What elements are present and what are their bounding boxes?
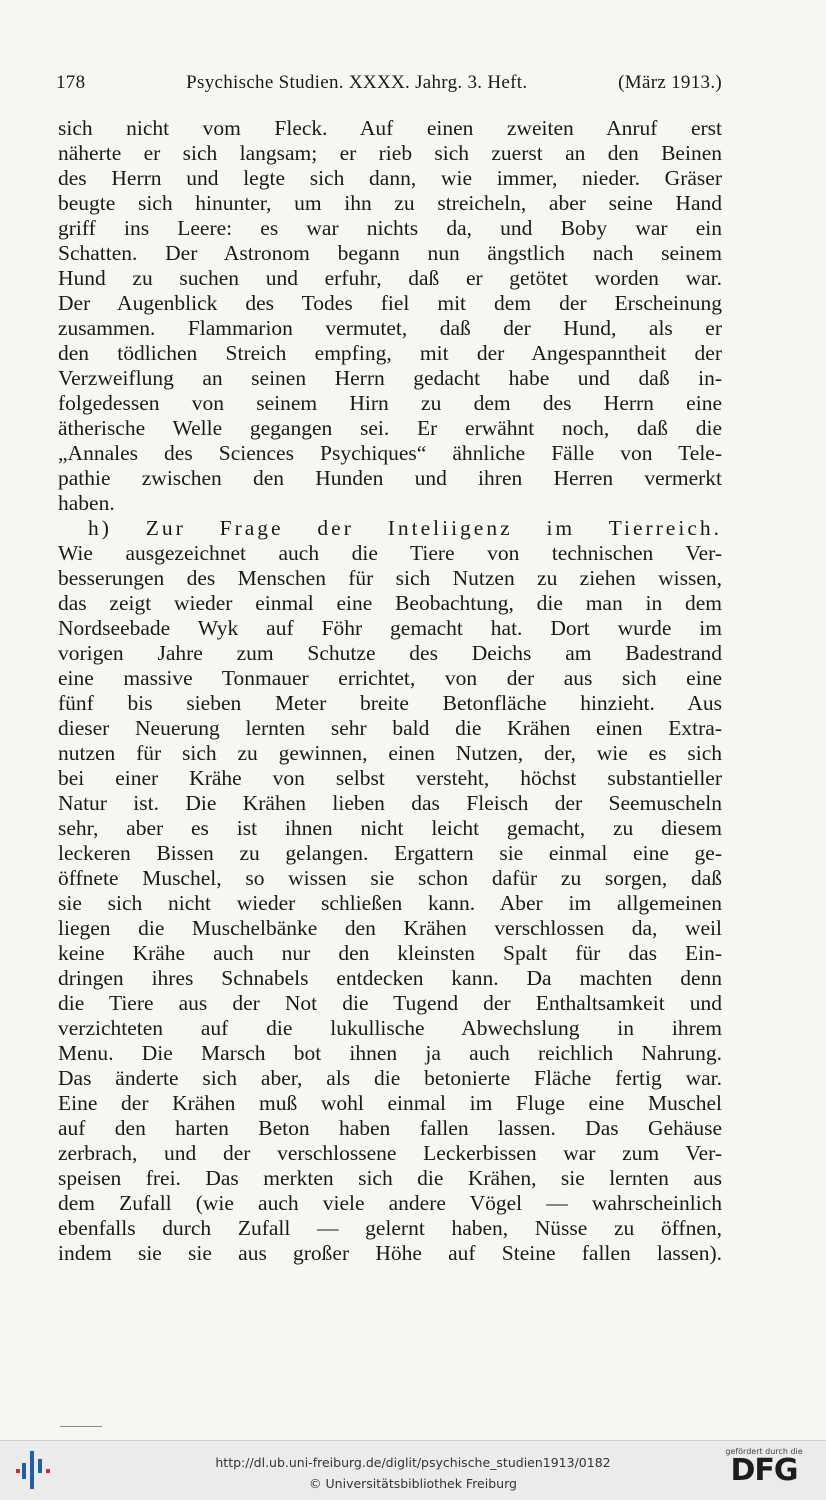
text-line: verzichteten auf die lukullische Abwechslung in ihrem [58,1016,722,1040]
text-line: liegen die Muschelbänke den Krähen verschlossen da, weil [58,916,722,940]
text-line: folgedessen von seinem Hirn zu dem des Herrn eine [58,391,722,415]
text-line: Wie ausgezeichnet auch die Tiere von technischen Ver- [58,541,722,565]
issue-date: (März 1913.) [618,72,722,93]
text-line: das zeigt wieder einmal eine Beobachtung, die man in dem [58,591,722,615]
text-line: sie sich nicht wieder schließen kann. Aber im allgemeinen [58,891,722,915]
text-line: bei einer Krähe von selbst versteht, höchst substantieller [58,766,722,790]
page-number: 178 [56,72,86,93]
text-line: Natur ist. Die Krähen lieben das Fleisch der Seemuscheln [58,791,722,815]
text-line: des Herrn und legte sich dann, wie immer, nieder. Gräser [58,166,722,190]
body-text [58,116,722,1266]
text-line: den tödlichen Streich empfing, mit der Angespanntheit der [58,341,722,365]
section-heading: h) Zur Frage der Inteliigenz im Tierreich. [88,516,722,540]
text-line: haben. [58,491,115,515]
running-title: Psychische Studien. XXXX. Jahrg. 3. Heft. [186,72,528,93]
text-line: auf den harten Beton haben fallen lassen. Das Gehäuse [58,1116,722,1140]
text-line: ätherische Welle gegangen sei. Er erwähnt noch, daß die [58,416,722,440]
text-line: vorigen Jahre zum Schutze des Deichs am Badestrand [58,641,722,665]
text-line: Schatten. Der Astronom begann nun ängstlich nach seinem [58,241,722,265]
text-line: leckeren Bissen zu gelangen. Ergattern sie einmal eine ge- [58,841,722,865]
text-line: griff ins Leere: es war nichts da, und Boby war ein [58,216,722,240]
text-line: keine Krähe auch nur den kleinsten Spalt für das Ein- [58,941,722,965]
text-line: die Tiere aus der Not die Tugend der Enthaltsamkeit und [58,991,722,1015]
footnote-rule [60,1426,102,1427]
text-line: fünf bis sieben Meter breite Betonfläche hinzieht. Aus [58,691,722,715]
viewer-footer [0,1440,826,1500]
text-line: Eine der Krähen muß wohl einmal im Fluge eine Muschel [58,1091,722,1115]
text-line: sehr, aber es ist ihnen nicht leicht gemacht, zu diesem [58,816,722,840]
dfg-wordmark: DFG [730,1453,798,1488]
text-line: dringen ihres Schnabels entdecken kann. Da machten denn [58,966,722,990]
text-line: Nordseebade Wyk auf Föhr gemacht hat. Dort wurde im [58,616,722,640]
text-line: Der Augenblick des Todes fiel mit dem der Erscheinung [58,291,722,315]
text-line: „Annales des Sciences Psychiques“ ähnliche Fälle von Tele- [58,441,722,465]
page-header [56,72,722,94]
text-line: besserungen des Menschen für sich Nutzen zu ziehen wissen, [58,566,722,590]
text-line: beugte sich hinunter, um ihn zu streicheln, aber seine Hand [58,191,722,215]
text-line: Menu. Die Marsch bot ihnen ja auch reichlich Nahrung. [58,1041,722,1065]
text-line: Verzweiflung an seinen Herrn gedacht habe und daß in- [58,366,722,390]
text-line: sich nicht vom Fleck. Auf einen zweiten Anruf erst [58,116,722,140]
text-line: nutzen für sich zu gewinnen, einen Nutzen, der, wie es sich [58,741,722,765]
text-line: indem sie sie aus großer Höhe auf Steine fallen lassen). [58,1241,722,1265]
text-line: zerbrach, und der verschlossene Leckerbissen war zum Ver- [58,1141,722,1165]
text-line: öffnete Muschel, so wissen sie schon dafür zu sorgen, daß [58,866,722,890]
text-line: zusammen. Flammarion vermutet, daß der Hund, als er [58,316,722,340]
text-line: ebenfalls durch Zufall — gelernt haben, Nüsse zu öffnen, [58,1216,722,1240]
text-line: dieser Neuerung lernten sehr bald die Krähen einen Extra- [58,716,722,740]
copyright-notice: © Universitätsbibliothek Freiburg [309,1476,517,1491]
permalink-url[interactable]: http://dl.ub.uni-freiburg.de/diglit/psychische_studien1913/0182 [215,1455,611,1470]
dfg-logo [714,1447,814,1486]
text-line: Hund zu suchen und erfuhr, daß er getötet worden war. [58,266,722,290]
text-line: näherte er sich langsam; er rieb sich zuerst an den Beinen [58,141,722,165]
text-line: dem Zufall (wie auch viele andere Vögel — wahrscheinlich [58,1191,722,1215]
funded-by-label: gefördert durch die [725,1447,803,1456]
text-line: pathie zwischen den Hunden und ihren Herren vermerkt [58,466,722,490]
text-line: eine massive Tonmauer errichtet, von der aus sich eine [58,666,722,690]
text-line: Das änderte sich aber, als die betonierte Fläche fertig war. [58,1066,722,1090]
text-line: speisen frei. Das merkten sich die Krähen, sie lernten aus [58,1166,722,1190]
